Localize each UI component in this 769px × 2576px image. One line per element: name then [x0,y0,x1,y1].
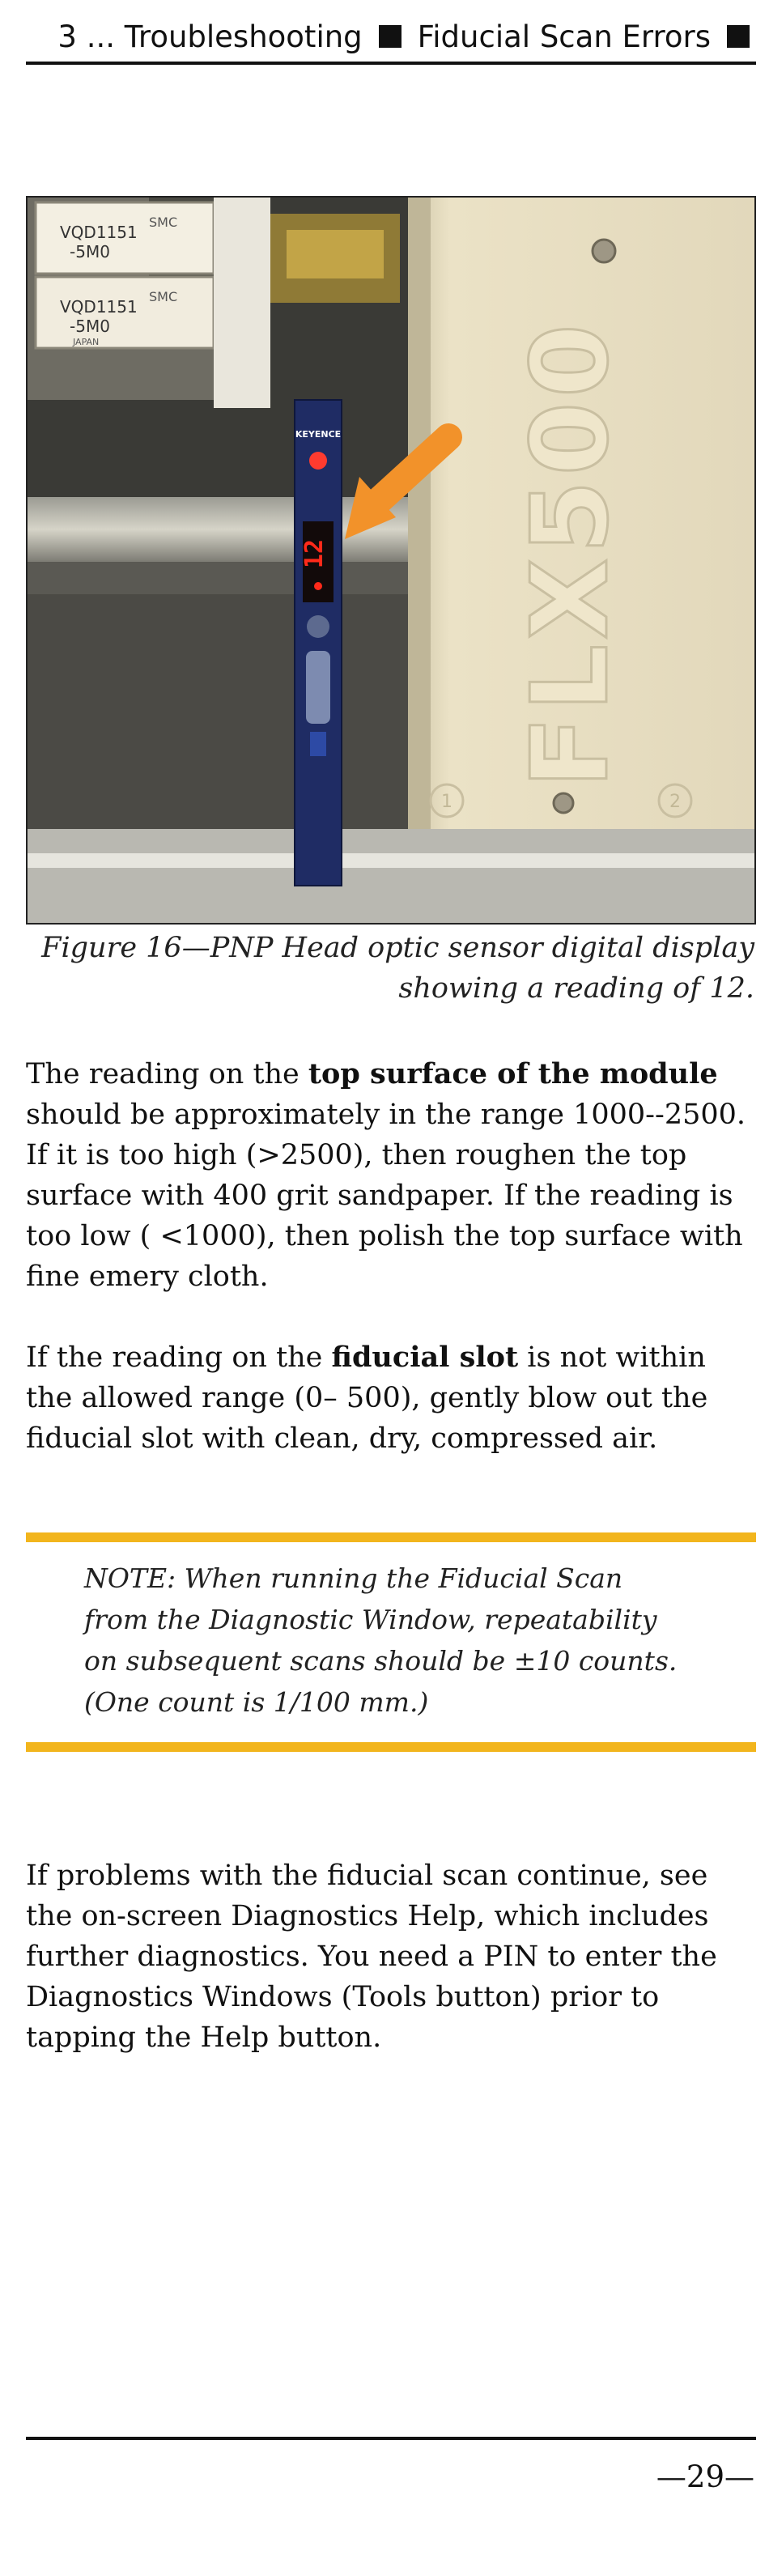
figure-caption [32,928,754,1009]
marker-1: 1 [441,792,452,812]
paragraph-fiducial-slot: If the reading on the fiducial slot is not within the allowed range (0– 500), gently blow out the fiducial slot with clean, dry, compressed air. [26,1341,708,1455]
note-box [84,1558,720,1723]
square-bullet-icon [379,25,401,48]
sensor-display-reading: 12 [300,538,329,569]
note-top-rule [26,1532,756,1542]
emphasis-top-surface: top surface of the module [308,1057,718,1090]
relay-label: VQD1151 [60,223,138,242]
relay-country: JAPAN [73,337,100,347]
relay-sub-label: -5M0 [70,317,110,336]
square-bullet-icon [727,25,750,48]
relay-label: VQD1151 [60,297,138,317]
module-embossed-label: FLX500 [508,319,631,789]
paragraph-top-surface: The reading on the top surface of the module should be approximately in the range 1000--2500. If it is too high (>2500), then roughen the top surface with 400 grit sandpaper. If the reading is too low ( <1000), then polish the top surface with fine emery cloth. [26,1057,746,1293]
paragraph-diagnostics-help: If problems with the fiducial scan continue, see the on-screen Diagnostics Help, which includes further diagnostics. You need a PIN to enter the Diagnostics Windows (Tools button) prior to tapping the Help button. [26,1860,717,2054]
marker-2: 2 [669,792,681,812]
relay-sub-label: -5M0 [70,242,110,261]
relay-brand: SMC [149,289,178,304]
note-line: (One count is 1/100 mm.) [84,1686,429,1718]
relay-brand: SMC [149,215,178,230]
note-line: on subsequent scans should be ±10 counts. [84,1645,678,1677]
section-title: Fiducial Scan Errors [417,19,711,54]
note-line: from the Diagnostic Window, repeatability [84,1604,657,1635]
page-number: —29— [656,2459,754,2494]
running-header [26,11,756,65]
optic-sensor [295,400,342,886]
sensor-brand: KEYENCE [295,429,342,440]
footer-rule [26,2437,756,2440]
caption-line: showing a reading of 12. [398,972,754,1005]
note-bottom-rule [26,1742,756,1752]
note-line: NOTE: When running the Fiducial Scan [84,1562,623,1594]
chapter-title: 3 ... Troubleshooting [57,19,363,54]
flx500-module [408,198,754,829]
emphasis-fiducial-slot: fiducial slot [331,1341,519,1374]
caption-line: Figure 16—PNP Head optic sensor digital display [41,932,754,964]
figure-photo [26,196,756,925]
